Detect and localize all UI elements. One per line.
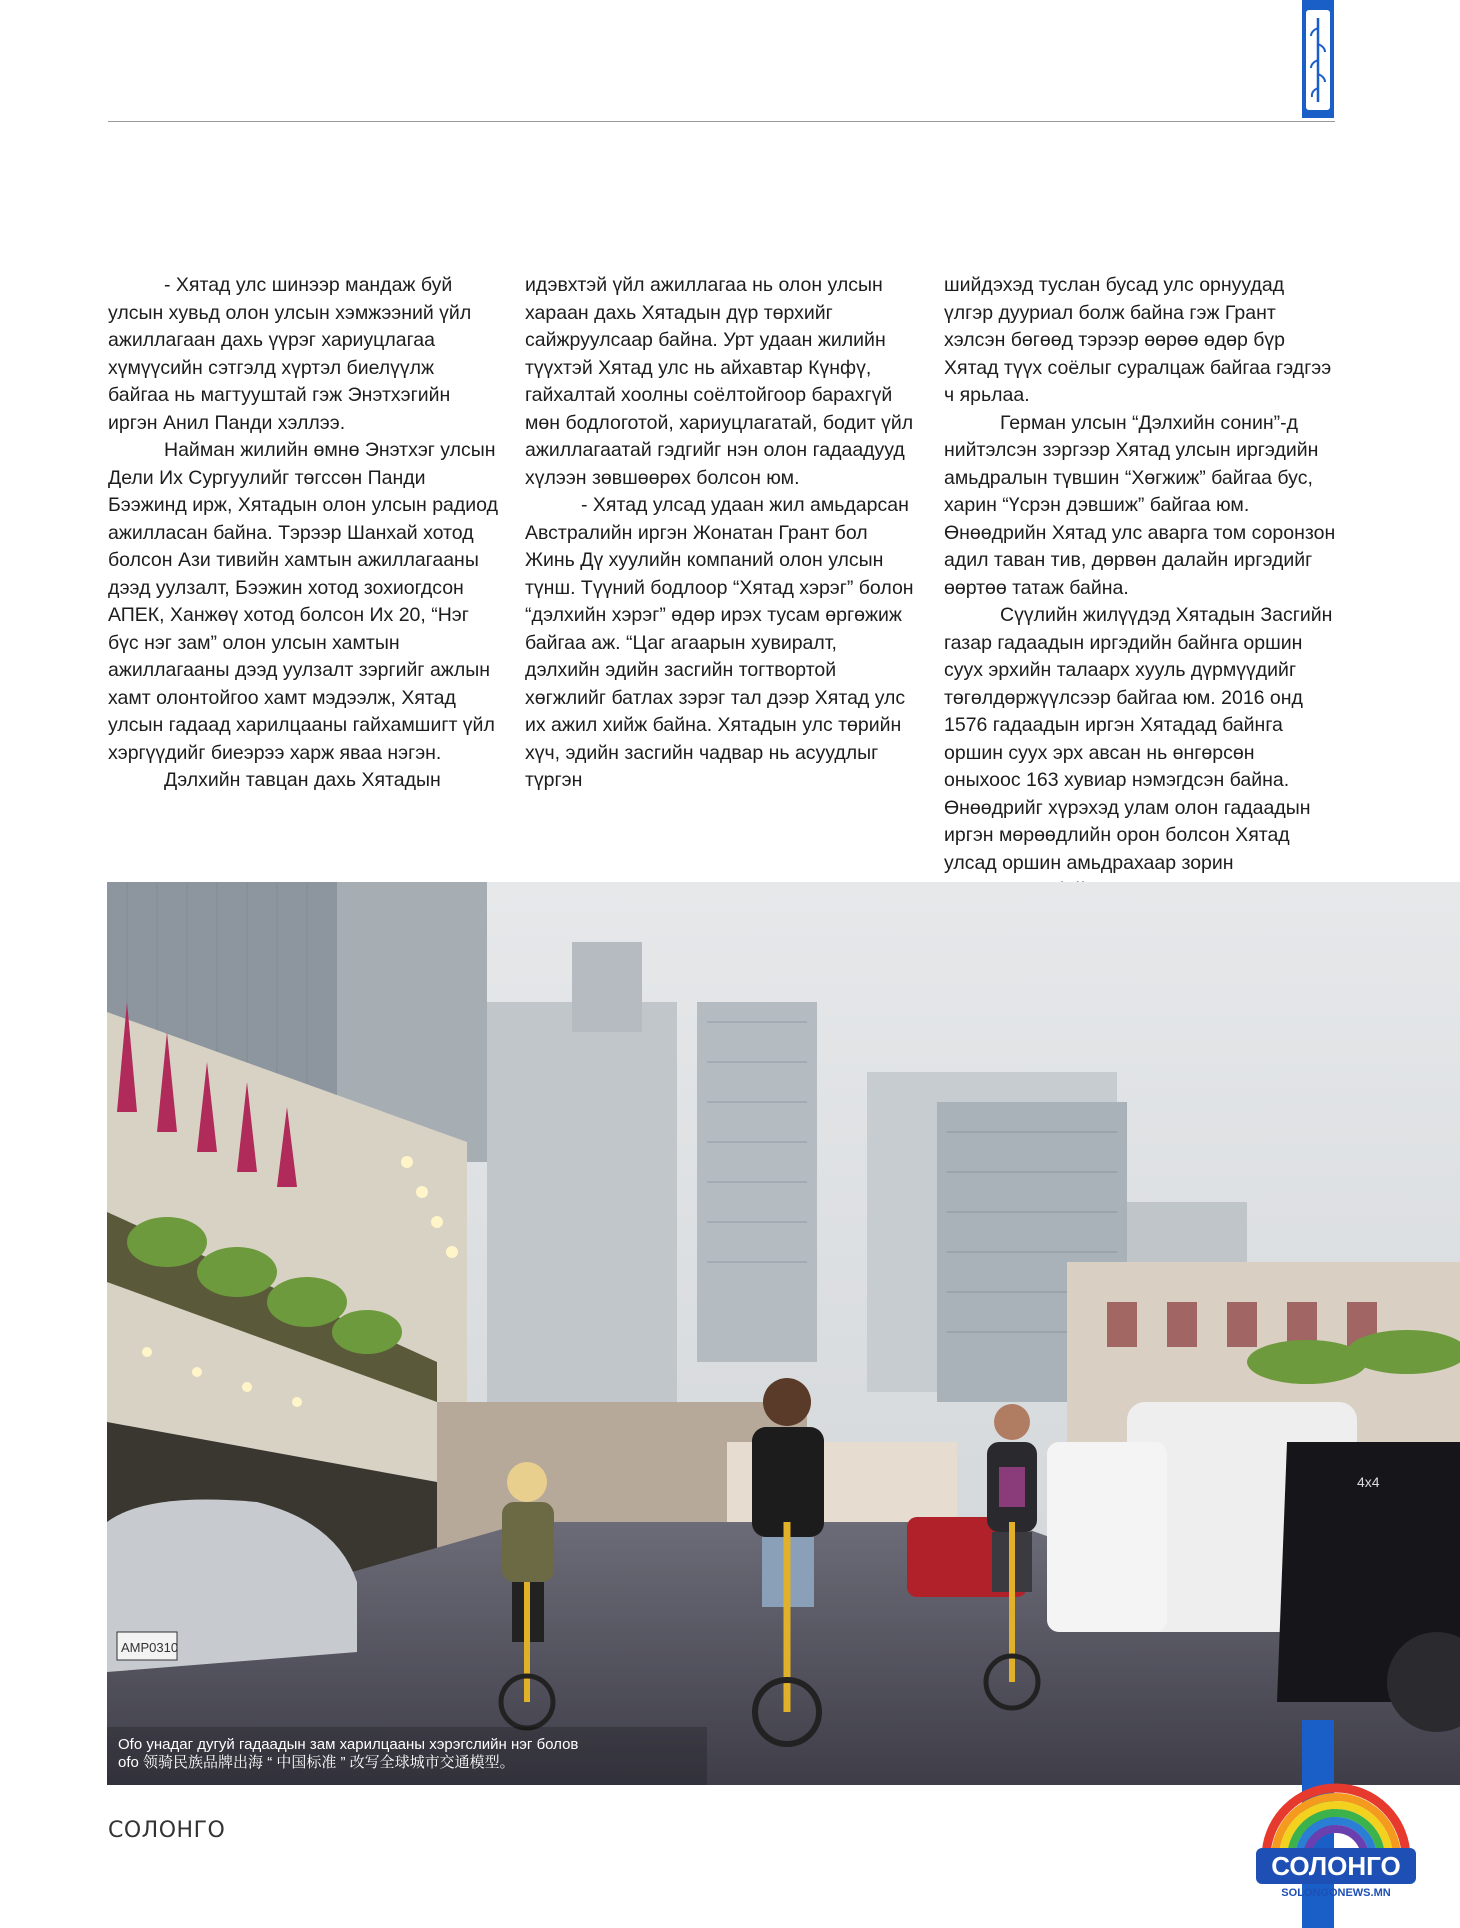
paragraph: шийдэхэд туслан бусад улс орнуудад үлгэр дууриал болж байна гэж Грант хэлсэн бөгөөд тэрээр өөрөө өдөр бүр Хятад түүх соёлыг суралцаж байгаа гэдгээ ч ярьлаа. [944,274,1332,406]
photo-illustration [107,882,1460,1785]
magazine-name-footer: СОЛОНГО [108,1818,226,1843]
paragraph [944,602,1336,905]
mongolian-script-glyph [1306,10,1330,110]
logo-title-text: СОЛОНГО [1271,1851,1401,1881]
paragraph: Герман улсын “Дэлхийн сонин”-д нийтэлсэн зэргээр Хятад улсын иргэдийн амьдралын түвшин “Хөгжиж” байгаа бус, харин “Үсрэн дэвшиж” байгаа юм. Өнөөдрийн Хятад улс аварга том соронзон адил таван тив, дөрвөн далайн иргэдийг өөртөө татаж байна. [944,411,1336,599]
paragraph-text: Сүүлийн жилүүдэд Хятадын Засгийн газар гадаадын иргэдийн байнга оршин суух эрхийн талаарх хууль дүрмүүдийг төгөлдөржүүлсээр байгаа юм. 2016 онд 1576 гадаадын иргэн Хятадад байнга оршин суух эрх авсан нь өнгөрсөн оныхоос 163 хувиар нэмэгдсэн байна. Өнөөдрийг хүрэхэд улам олон гадаадын иргэн мөрөөдлийн орон болсон Хятад улсад оршин амьдрахаар зорин [944,604,1333,874]
header-divider [108,121,1335,122]
mongolian-script-label [1306,10,1330,110]
paragraph: - Хятад улсад удаан жил амьдарсан Австралийн иргэн Жонатан Грант бол Жинь Дү хуулийн компаний олон улсын түнш. Түүний бодлоор “Хятад хэрэг” болон “дэлхийн хэрэг” өдөр ирэх тусам өргөжиж байгаа аж. “Цаг агаарын хувиралт, дэлхийн эдийн засгийн тогтвортой хөгжлийг батлах зэрэг тал дээр Хятад улс их ажил хийж байна. Хятадын улс төрийн хүч, эдийн засгийн чадвар нь асуудлыг түргэн [525,494,914,791]
paragraph: идэвхтэй үйл ажиллагаа нь олон улсын хараан дахь Хятадын дүр төрхийг сайжруулсаар байна. Урт удаан жилийн түүхтэй Хятад улс нь айхавтар Күнфү, гайхалтай хоолны соёлтойгоор барахгүй мөн бодлоготой, хариуцлагатай, бодит үйл ажиллагаатай гэдгийг нэн олон гадаадууд хүлээн зөвшөөрөх болсон юм. [525,274,914,489]
paragraph: Дэлхийн тавцан дахь Хятадын [164,769,441,791]
section-side-tab [1302,0,1334,118]
rainbow-logo-graphic [1248,1780,1424,1900]
license-plate-text: AMP0310 [121,1640,179,1655]
photo-caption [118,1736,578,1772]
cyclist-right [986,1404,1038,1708]
article-column-2 [525,272,917,795]
caption-line-chinese: ofo 领骑民族品牌出海 “ 中国标准 ” 改写全球城市交通模型。 [118,1754,515,1771]
article-column-1 [108,272,500,795]
truck-badge-text: 4x4 [1357,1474,1380,1490]
paragraph: - Хятад улс шинээр мандаж буй улсын хувьд олон улсын хэмжээний үйл ажиллагаан дахь үүрэг хариуцлагаа хүмүүсийн сэтгэлд хүртэл биелүүлж байгаа нь магтууштай гэж Энэтхэгийн иргэн Анил Панди хэллээ. [108,274,472,434]
solongo-logo [1248,1780,1424,1900]
caption-line-mongolian: Ofo унадаг дугуй гадаадын зам харилцааны хэрэгслийн нэг болов [118,1736,579,1753]
article-column-3 [944,272,1336,905]
street-cycling-photo [107,882,1460,1785]
logo-url-text: SOLONGONEWS.MN [1281,1887,1391,1899]
paragraph: Найман жилийн өмнө Энэтхэг улсын Дели Их Сургуулийг төгссөн Панди Бээжинд ирж, Хятадын олон улсын радиод ажилласан байна. Тэрээр Шанхай хотод болсон Ази тивийн хамтын ажиллагааны дээд уулзалт, Бээжин хотод зохиогдсон АПЕК, Ханжөү хотод болсон Их 20, “Нэг бүс нэг зам” олон улсын хамтын ажиллагааны дээд уулзалт зэргийг ажлын хамт олонтойгоо хамт мэдээлж, Хятад улсын гадаад харилцааны гайхамшигт үйл хэргүүдийг биеэрээ харж яваа нэгэн. [108,439,498,764]
cyclist-center [752,1378,824,1744]
